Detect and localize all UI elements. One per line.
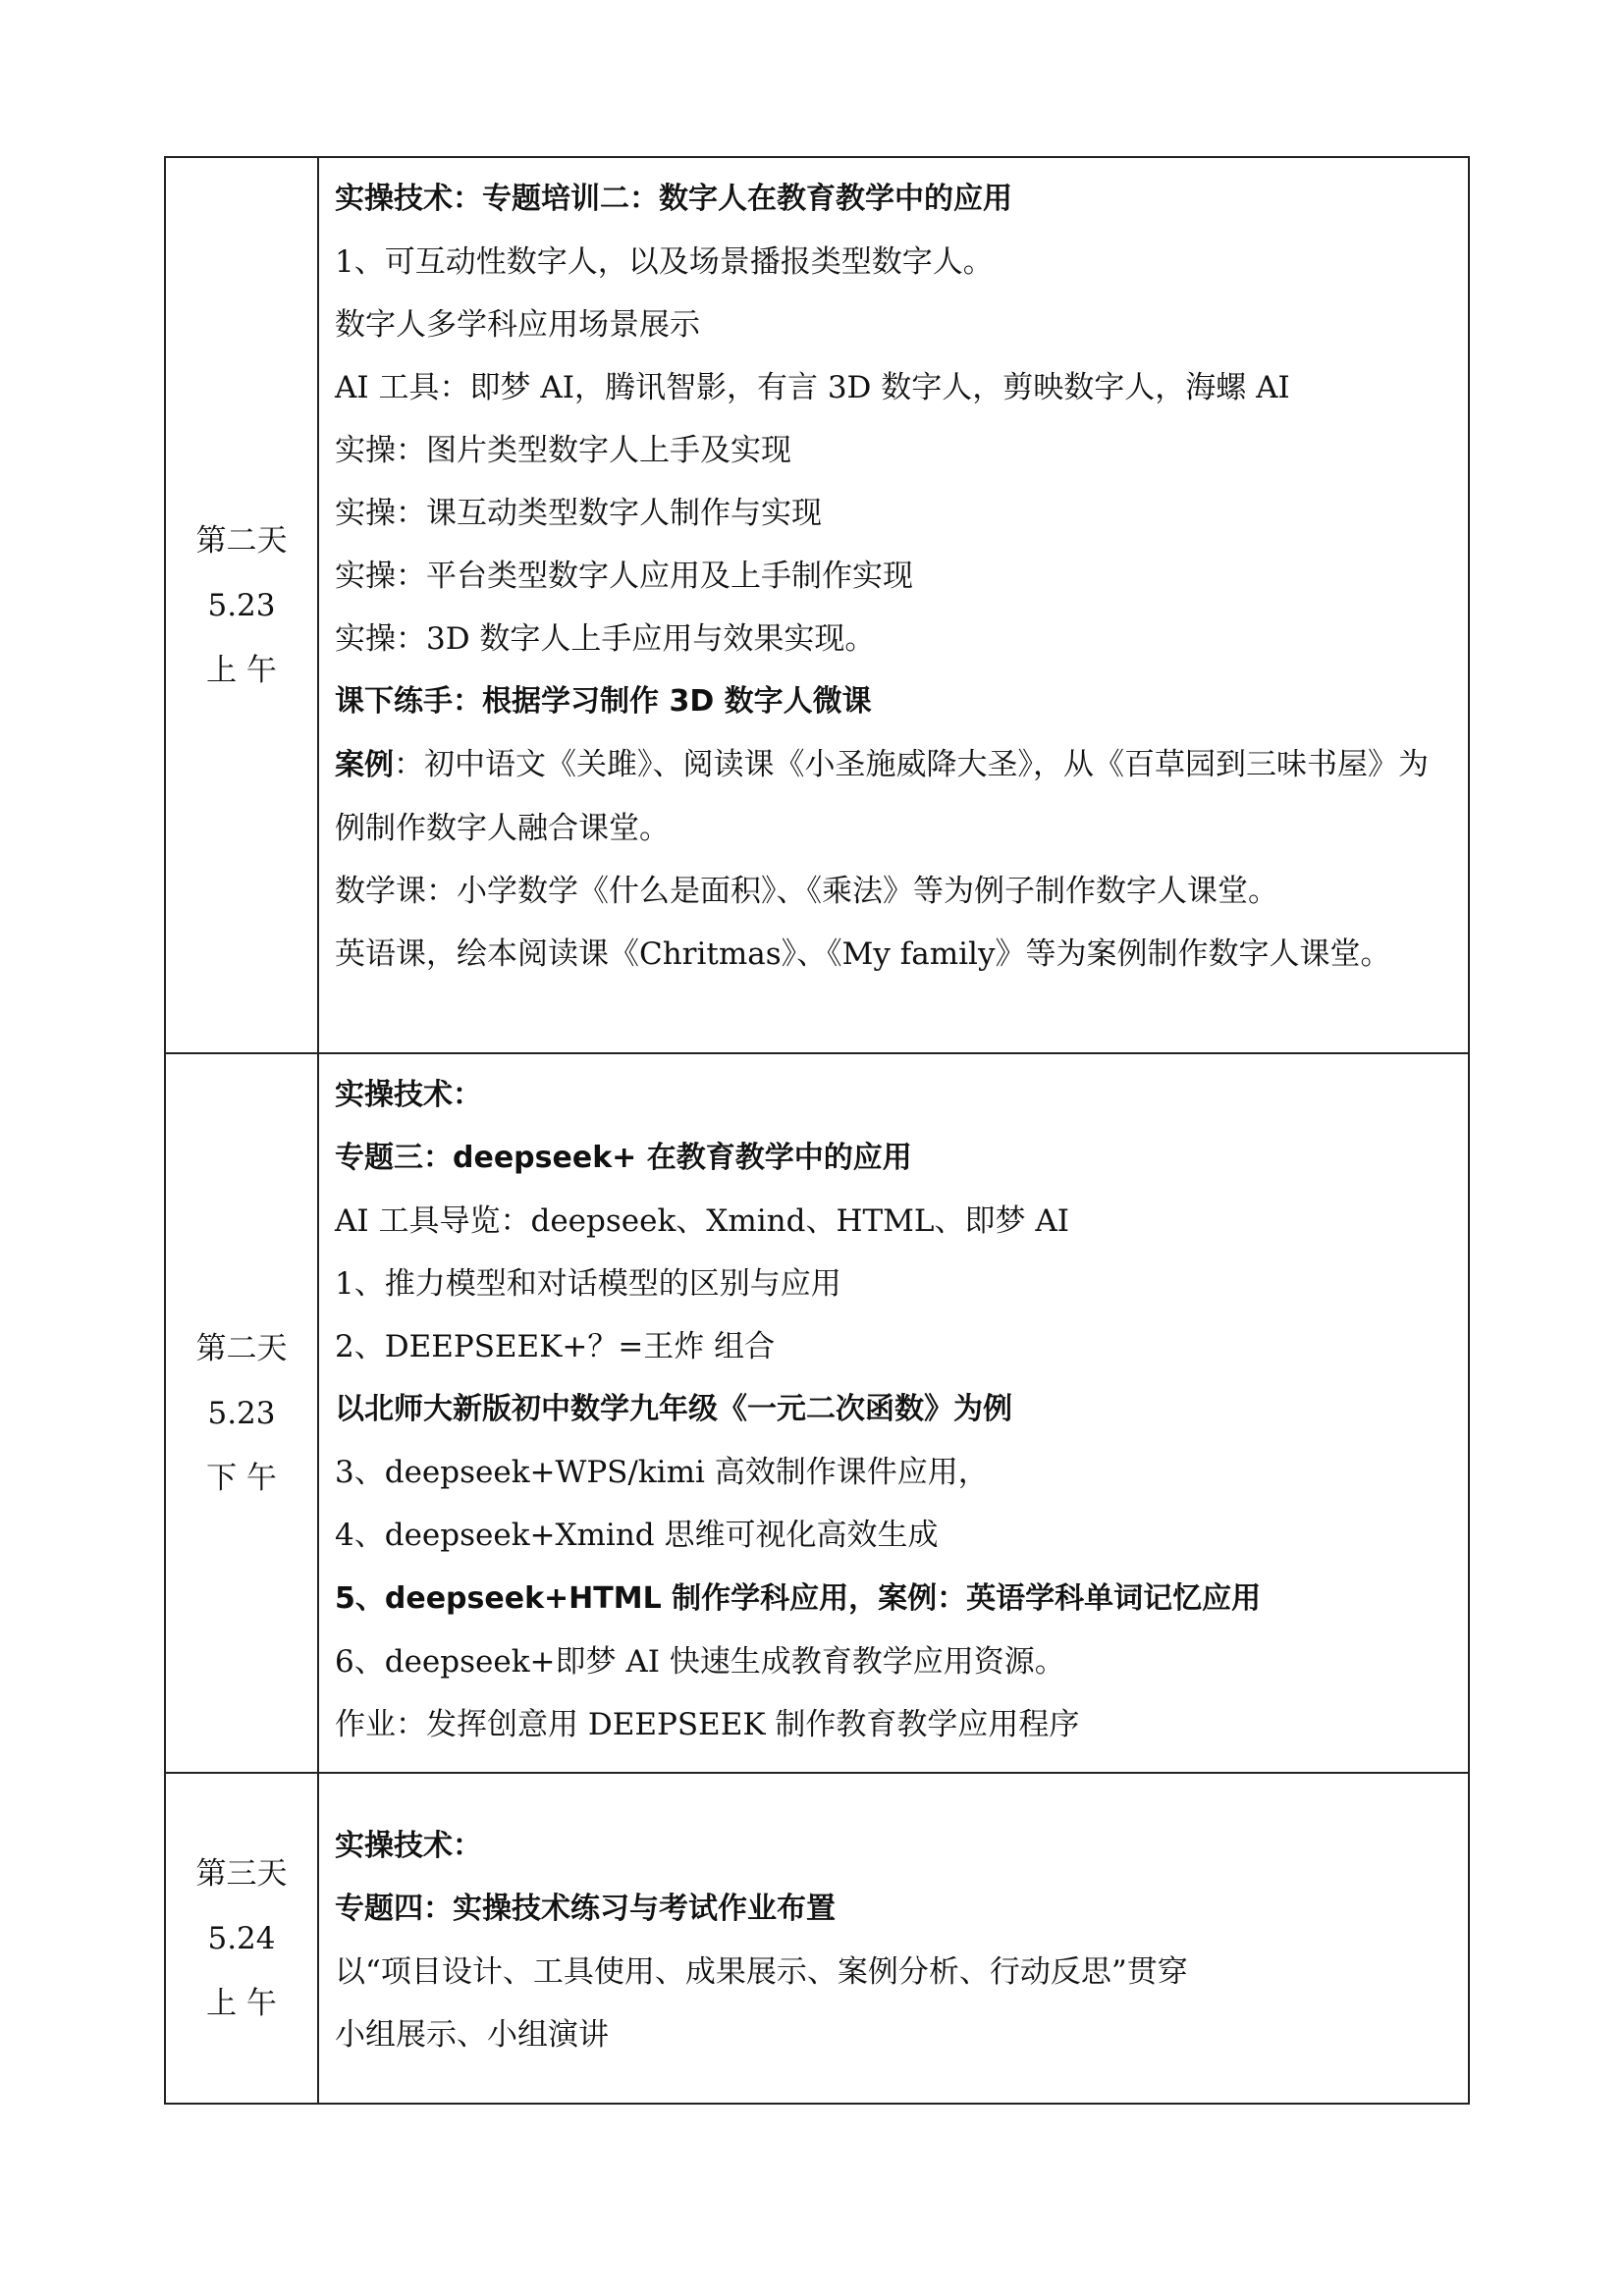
case-label: 案例: [335, 748, 394, 782]
period-label: 上 午: [206, 1985, 277, 2021]
topic-heading: 专题三：deepseek+ 在教育教学中的应用: [335, 1141, 912, 1175]
content-line: 6、deepseek+即梦 AI 快速生成教育教学应用资源。: [335, 1644, 1065, 1680]
day-label: 第二天: [195, 1330, 288, 1366]
section-title: 实操技术：专题培训二：数字人在教育教学中的应用: [335, 182, 1012, 216]
period-label: 上 午: [206, 652, 277, 688]
schedule-row: [165, 157, 1469, 1053]
date-label: 5.23: [207, 1395, 276, 1431]
content-cell: [318, 157, 1469, 1053]
date-label: 5.24: [207, 1920, 276, 1956]
day-label: 第二天: [195, 522, 288, 559]
content-line: 3、deepseek+WPS/kimi 高效制作课件应用，: [335, 1455, 989, 1490]
content-line: AI 工具导览：deepseek、Xmind、HTML、即梦 AI: [335, 1203, 1069, 1239]
item-five: 5、deepseek+HTML 制作学科应用，: [335, 1581, 879, 1616]
content-line: 小组展示、小组演讲: [335, 2017, 609, 2053]
day-label: 第三天: [195, 1855, 288, 1892]
content-cell: [318, 1053, 1469, 1773]
content-line: 英语课，绘本阅读课《Chritmas》、《My family》等为案例制作数字人课堂。: [335, 936, 1391, 972]
content-line: 1、可互动性数字人，以及场景播报类型数字人。: [335, 244, 994, 280]
practice-heading: 课下练手：根据学习制作 3D 数字人微课: [335, 684, 872, 719]
content-line: 实操：3D 数字人上手应用与效果实现。: [335, 621, 876, 657]
content-line: 实操：图片类型数字人上手及实现: [335, 433, 791, 468]
day-cell: [165, 157, 318, 1053]
topic-heading: 专题四：实操技术练习与考试作业布置: [335, 1892, 836, 1926]
content-cell: [318, 1773, 1469, 2104]
example-heading: 以北师大新版初中数学九年级《一元二次函数》为例: [335, 1392, 1012, 1426]
case-highlight: 案例：英语学科单词记忆应用: [878, 1581, 1262, 1616]
content-line: 数字人多学科应用场景展示: [335, 307, 700, 343]
content-line: 实操：平台类型数字人应用及上手制作实现: [335, 559, 913, 594]
section-title: 实操技术：: [335, 1829, 482, 1863]
section-title: 实操技术：: [335, 1078, 482, 1112]
schedule-row: [165, 1053, 1469, 1773]
content-line: 1、推力模型和对话模型的区别与应用: [335, 1266, 841, 1302]
content-line: AI 工具：即梦 AI，腾讯智影，有言 3D 数字人，剪映数字人，海螺 AI: [335, 370, 1290, 405]
content-line: 4、deepseek+Xmind 思维可视化高效生成: [335, 1518, 939, 1553]
date-label: 5.23: [207, 587, 276, 623]
schedule-table: [164, 156, 1470, 2105]
schedule-row: [165, 1773, 1469, 2104]
case-paragraph: [335, 733, 1454, 860]
day-cell: [165, 1773, 318, 2104]
content-line: 数学课：小学数学《什么是面积》、《乘法》等为例子制作数字人课堂。: [335, 874, 1278, 909]
content-line: 实操：课互动类型数字人制作与实现: [335, 496, 822, 531]
case-text: ：初中语文《关雎》、阅读课《小圣施威降大圣》，从《百草园到三味书屋》为例制作数字人融合课堂。: [335, 747, 1429, 846]
homework-line: 作业：发挥创意用 DEEPSEEK 制作教育教学应用程序: [335, 1707, 1080, 1742]
content-line: [335, 1567, 1454, 1630]
period-label: 下 午: [206, 1460, 277, 1496]
day-cell: [165, 1053, 318, 1773]
content-line: 2、DEEPSEEK+？=王炸 组合: [335, 1329, 776, 1364]
content-line: 以“项目设计、工具使用、成果展示、案例分析、行动反思”贯穿: [335, 1954, 1188, 1990]
